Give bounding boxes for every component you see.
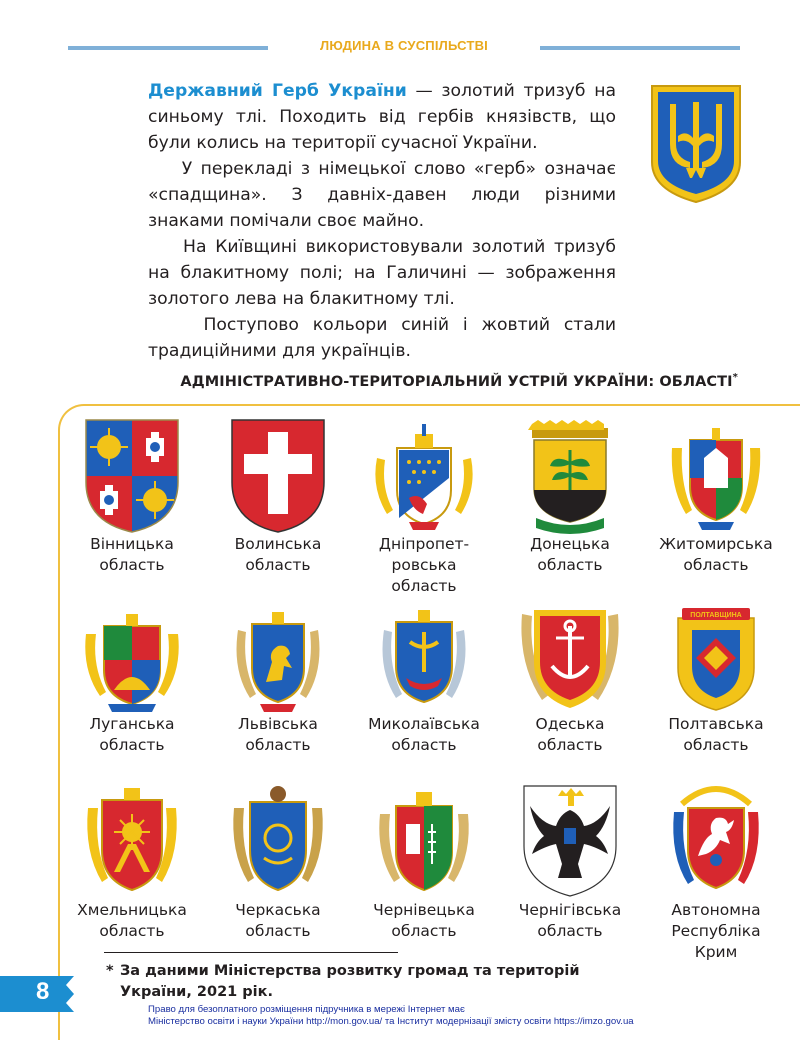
intro-p1-text: — золотий тризуб на синьому тлі. Походить від гербів князівств, що були колись на території сучасної України. xyxy=(148,81,616,153)
region-name-line2: область xyxy=(391,736,457,754)
intro-p2-text: У перекладі з німецької слово «герб» означає «спадщина». З давніх-давен люди різними знаками помічали своє майно. xyxy=(148,159,617,231)
region-name-line2: область xyxy=(391,922,457,940)
region-name-line1: Полтавська xyxy=(668,715,764,733)
region-name-line2: область xyxy=(683,556,749,574)
region-name-line1: Вінницька xyxy=(90,535,174,553)
page-header xyxy=(68,38,740,56)
region-name-line1: Дніпропет- xyxy=(378,535,470,553)
region-name-line3: область xyxy=(391,577,457,595)
mykolaiv-coat-of-arms-icon xyxy=(376,604,472,714)
rights-line-2: Міністерство освіти і науки України http://mon.gov.ua/ та Інститут модернізації змісту освіти https://imzo.gov.ua xyxy=(148,1016,634,1027)
region-zhytomyr xyxy=(646,418,786,576)
region-chernihiv xyxy=(500,784,640,942)
region-crimea xyxy=(646,784,786,963)
region-vinnytsia xyxy=(62,418,202,576)
intro-paragraph-3 xyxy=(148,234,616,312)
region-cherkasy xyxy=(208,784,348,942)
region-name-line2: ровська xyxy=(391,556,457,574)
region-mykolaiv xyxy=(354,604,494,756)
intro-paragraph-2 xyxy=(148,156,616,234)
header-title-wrap xyxy=(68,38,740,53)
region-volyn xyxy=(208,418,348,576)
region-name-line2: область xyxy=(245,922,311,940)
section-heading-text: АДМІНІСТРАТИВНО-ТЕРИТОРІАЛЬНИЙ УСТРІЙ УКРАЇНИ: ОБЛАСТІ xyxy=(180,373,733,390)
region-name-line2: область xyxy=(537,922,603,940)
page-number-tab xyxy=(0,976,80,1012)
section-heading xyxy=(178,372,738,390)
luhansk-coat-of-arms-icon xyxy=(80,604,184,714)
region-luhansk xyxy=(62,604,202,756)
poltava-ribbon-text: ПОЛТАВЩИНА xyxy=(690,612,742,619)
region-name-line2: область xyxy=(99,736,165,754)
header-title: ЛЮДИНА В СУСПІЛЬСТВІ xyxy=(312,38,496,53)
region-name-line1: Одеська xyxy=(535,715,605,733)
region-name-line1: Житомирська xyxy=(659,535,773,553)
donetsk-coat-of-arms-icon xyxy=(518,418,622,534)
region-odesa xyxy=(500,604,640,756)
rights-notice xyxy=(148,1004,668,1028)
region-name-line1: Чернігівська xyxy=(518,901,622,919)
region-name-line1: Автономна xyxy=(671,901,761,919)
region-name-line1: Черкаська xyxy=(235,901,321,919)
region-name-line2: область xyxy=(683,736,749,754)
crimea-coat-of-arms-icon xyxy=(668,784,764,900)
rights-line-1: Право для безоплатного розміщення підручника в мережі Інтернет має xyxy=(148,1004,465,1015)
region-name-line1: Донецька xyxy=(530,535,610,553)
vinnytsia-coat-of-arms-icon xyxy=(84,418,180,534)
region-khmelnytskyi xyxy=(62,784,202,942)
lviv-coat-of-arms-icon xyxy=(230,604,326,714)
region-name-line2: область xyxy=(245,736,311,754)
intro-p3-text: На Київщині використовували золотий тризуб на блакитному полі; на Галичині — зображення золотого лева на блакитному тлі. xyxy=(148,237,617,309)
intro-paragraph-1 xyxy=(148,78,616,156)
footnote-mark: * xyxy=(106,963,114,979)
poltava-coat-of-arms-icon xyxy=(668,604,764,714)
chernivtsi-coat-of-arms-icon xyxy=(376,784,472,900)
region-name-line2: Республіка xyxy=(671,922,761,940)
footnote xyxy=(106,961,626,1003)
region-name-line1: Луганська xyxy=(89,715,175,733)
region-name-line1: Чернівецька xyxy=(373,901,475,919)
ukraine-coat-of-arms-icon xyxy=(648,82,744,206)
volyn-coat-of-arms-icon xyxy=(230,418,326,534)
region-name-line1: Хмельницька xyxy=(77,901,187,919)
zhytomyr-coat-of-arms-icon xyxy=(668,418,764,534)
section-heading-footnote-mark: * xyxy=(732,372,738,383)
cherkasy-coat-of-arms-icon xyxy=(230,784,326,900)
region-name-line1: Львівська xyxy=(238,715,318,733)
footnote-text: За даними Міністерства розвитку громад та територій України, 2021 рік. xyxy=(120,963,580,1000)
dnipropetrovsk-coat-of-arms-icon xyxy=(369,418,479,534)
page-number: 8 xyxy=(36,978,50,1005)
region-name-line1: Волинська xyxy=(234,535,322,553)
region-chernivtsi xyxy=(354,784,494,942)
footnote-rule xyxy=(104,952,398,953)
intro-lead-term: Державний Герб України xyxy=(148,81,407,101)
region-lviv xyxy=(208,604,348,756)
region-name-line2: область xyxy=(99,556,165,574)
chernihiv-coat-of-arms-icon xyxy=(518,784,622,900)
region-name-line2: область xyxy=(537,556,603,574)
khmelnytskyi-coat-of-arms-icon xyxy=(84,784,180,900)
odesa-coat-of-arms-icon xyxy=(518,604,622,714)
region-name-line3: Крим xyxy=(694,943,738,961)
region-name-line2: область xyxy=(245,556,311,574)
region-dnipropetrovsk xyxy=(354,418,494,597)
region-name-line2: область xyxy=(537,736,603,754)
intro-paragraph-4 xyxy=(148,312,616,364)
region-name-line2: область xyxy=(99,922,165,940)
region-donetsk xyxy=(500,418,640,576)
intro-p4-text: Поступово кольори синій і жовтий стали традиційними для українців. xyxy=(148,315,617,361)
region-poltava xyxy=(646,604,786,756)
region-name-line1: Миколаївська xyxy=(368,715,480,733)
intro-text xyxy=(148,78,616,364)
